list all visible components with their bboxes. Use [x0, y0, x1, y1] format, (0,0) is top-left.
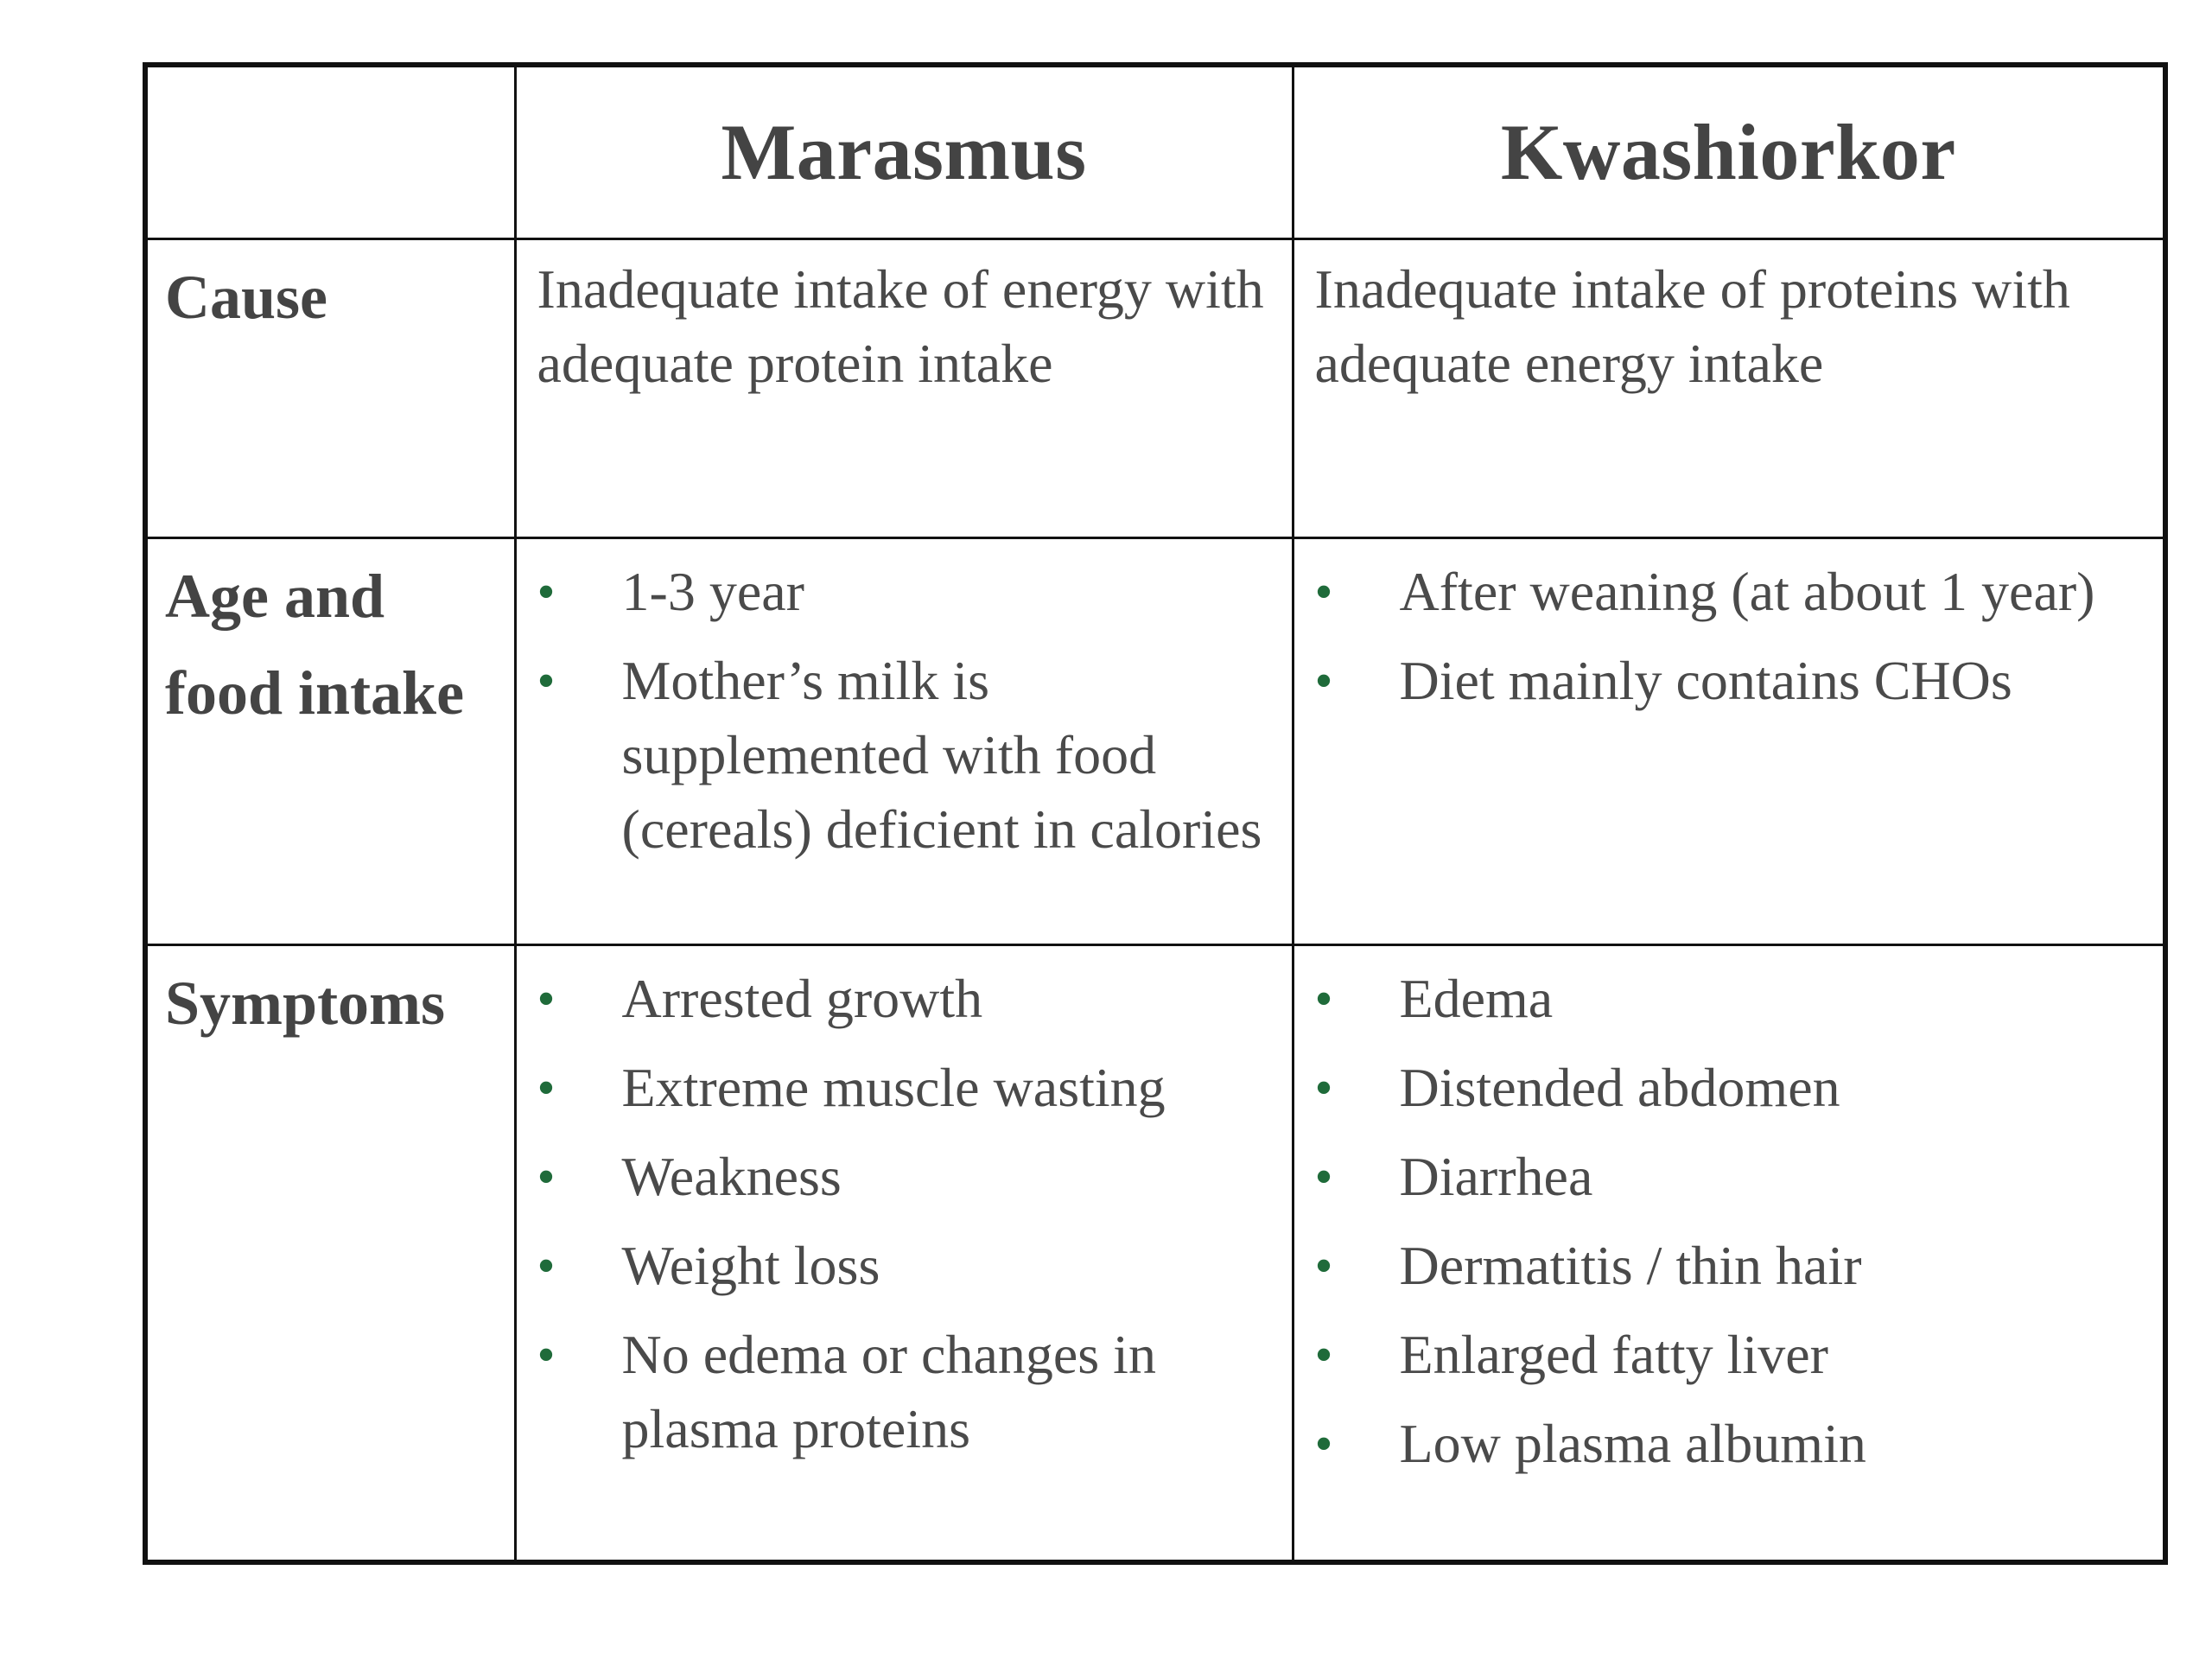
list-item-text: Diet mainly contains CHOs: [1399, 649, 2012, 711]
table-row-age-and-food-intake: [148, 537, 2163, 944]
bullet-icon: •: [537, 1325, 556, 1383]
bullet-icon: •: [537, 1236, 556, 1294]
bullet-icon: •: [537, 1058, 556, 1116]
list-item: [537, 1140, 1283, 1214]
symptoms-marasmus-list: [517, 946, 1292, 1466]
age-marasmus-cell: [515, 537, 1293, 944]
bullet-icon: •: [1314, 1058, 1333, 1116]
list-item-text: 1-3 year: [621, 560, 804, 622]
column-header-kwashiorkor: Kwashiorkor: [1293, 67, 2163, 238]
bullet-icon: •: [537, 969, 556, 1027]
bullet-icon: •: [1314, 652, 1333, 709]
symptoms-marasmus-cell: [515, 944, 1293, 1560]
list-item-text: Edema: [1399, 967, 1554, 1029]
column-header-marasmus: Marasmus: [515, 67, 1293, 238]
list-item: [537, 644, 1283, 867]
list-item: [1315, 644, 2155, 718]
row-header-cause: Cause: [148, 238, 515, 537]
list-item: [537, 555, 1283, 629]
symptoms-kwashiorkor-cell: [1293, 944, 2163, 1560]
bullet-icon: •: [1314, 1147, 1333, 1205]
list-item: [537, 962, 1283, 1036]
bullet-icon: •: [1314, 1236, 1333, 1294]
table-row-symptoms: [148, 944, 2163, 1560]
bullet-icon: •: [1314, 1325, 1333, 1383]
list-item: [537, 1229, 1283, 1303]
list-item-text: Weakness: [621, 1145, 842, 1207]
list-item-text: Mother’s milk is supplemented with food (cereals) deficient in calories: [621, 649, 1262, 860]
list-item: [1315, 1140, 2155, 1214]
list-item-text: Distended abdomen: [1399, 1056, 1840, 1118]
row-header-line: food intake: [165, 658, 465, 728]
list-item: [1315, 1318, 2155, 1392]
list-item-text: After weaning (at about 1 year): [1399, 560, 2095, 622]
bullet-icon: •: [537, 563, 556, 620]
list-item-text: Extreme muscle wasting: [621, 1056, 1166, 1118]
table-row-cause: [148, 238, 2163, 537]
list-item: [1315, 1229, 2155, 1303]
list-item: [1315, 1051, 2155, 1125]
list-item-text: Dermatitis / thin hair: [1399, 1234, 1862, 1296]
row-header-age-and-food-intake: [148, 537, 515, 944]
age-kwashiorkor-list: [1294, 539, 2164, 718]
cause-kwashiorkor: Inadequate intake of proteins with adequate energy intake: [1293, 238, 2163, 537]
comparison-table: [148, 67, 2163, 1560]
list-item-text: Low plasma albumin: [1399, 1412, 1866, 1474]
list-item-text: Diarrhea: [1399, 1145, 1593, 1207]
symptoms-kwashiorkor-list: [1294, 946, 2164, 1481]
list-item-text: Weight loss: [621, 1234, 880, 1296]
list-item: [537, 1051, 1283, 1125]
row-header-symptoms: Symptoms: [148, 944, 515, 1560]
bullet-icon: •: [1314, 969, 1333, 1027]
header-row: [148, 67, 2163, 238]
bullet-icon: •: [537, 652, 556, 709]
age-kwashiorkor-cell: [1293, 537, 2163, 944]
list-item-text: Arrested growth: [621, 967, 983, 1029]
bullet-icon: •: [1314, 1414, 1333, 1472]
row-header-line: Age and: [165, 561, 385, 631]
bullet-icon: •: [537, 1147, 556, 1205]
list-item: [1315, 962, 2155, 1036]
bullet-icon: •: [1314, 563, 1333, 620]
list-item: [537, 1318, 1283, 1466]
list-item: [1315, 555, 2155, 629]
list-item: [1315, 1407, 2155, 1481]
age-marasmus-list: [517, 539, 1292, 867]
corner-cell: [148, 67, 515, 238]
cause-marasmus: Inadequate intake of energy with adequate protein intake: [515, 238, 1293, 537]
comparison-table-frame: [143, 62, 2168, 1565]
list-item-text: Enlarged fatty liver: [1399, 1323, 1828, 1385]
list-item-text: No edema or changes in plasma proteins: [621, 1323, 1156, 1459]
